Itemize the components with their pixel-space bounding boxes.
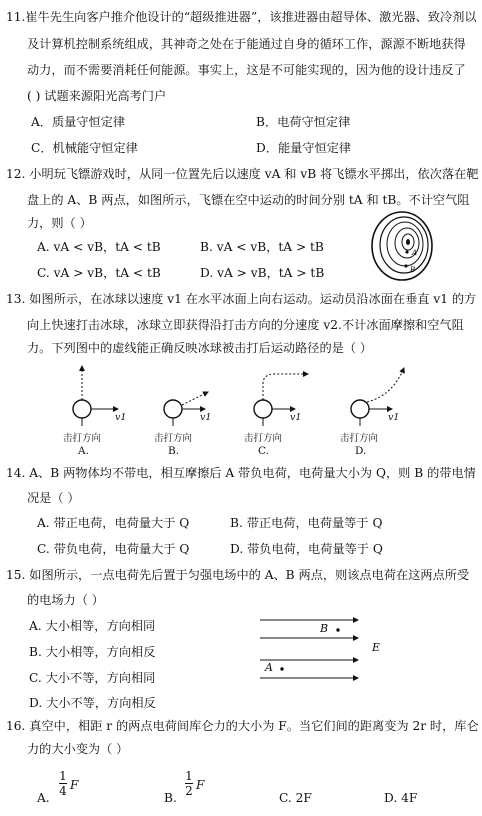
fig-b-v1-label: v1 xyxy=(200,412,212,423)
q11-option-b: B．电荷守恒定律 xyxy=(256,115,351,129)
fig-a-caption: A. xyxy=(78,445,89,457)
q15-stem-line2: 的电场力（ ） xyxy=(27,593,104,607)
dart-label-a: A xyxy=(412,249,418,257)
q12-stem-line1: 12. 小明玩飞镖游戏时，从同一位置先后以速度 vA 和 vB 将飞镖水平掷出，依次落在靶 xyxy=(6,167,479,181)
fig-c-caption: C. xyxy=(258,445,269,457)
q16-option-b-denominator: 2 xyxy=(185,784,193,798)
q15-option-b: B. 大小相等，方向相反 xyxy=(29,645,156,659)
q13-stem-line3: 力。下列图中的虚线能正确反映冰球被击打后运动路径的是（ ） xyxy=(27,341,373,355)
field-point-a-label: A xyxy=(265,661,273,674)
fig-b-caption: B. xyxy=(168,445,180,457)
fig-d-hit-label: 击打方向 xyxy=(340,433,379,444)
fig-c-hit-label: 击打方向 xyxy=(244,433,283,444)
q12-option-c: C. vA > vB，tA < tB xyxy=(37,266,161,280)
q13-stem-line2: 向上快速打击冰球，冰球立即获得沿打击方向的分速度 v2.不计冰面摩擦和空气阻 xyxy=(27,318,464,332)
fig-a-v1-label: v1 xyxy=(115,412,127,423)
q14-stem-line1: 14. A、B 两物体均不带电，相互摩擦后 A 带负电荷，电荷量大小为 Q，则 B 的带电情 xyxy=(6,466,476,480)
q15-option-d: D. 大小不等，方向相反 xyxy=(29,696,156,710)
q16-option-b-fraction xyxy=(185,770,193,797)
q14-option-c: C. 带负电荷，电荷量大于 Q xyxy=(37,542,190,556)
fig-c-v1-label: v1 xyxy=(290,412,302,423)
q12-option-d: D. vA > vB，tA > tB xyxy=(200,266,325,280)
q16-option-a-label: A. xyxy=(37,791,50,805)
q15-stem-line1: 15. 如图所示，一点电荷先后置于匀强电场中的 A、B 两点，则该点电荷在这两点所受 xyxy=(6,568,470,582)
q11-stem-line4: ( ) 试题来源阳光高考门户 xyxy=(27,89,167,103)
q14-stem-line2: 况是（ ） xyxy=(27,491,80,505)
q16-option-a-denominator: 4 xyxy=(59,784,67,798)
q11-stem-line1: 11.崔牛先生向客户推介他设计的“超级推进器”，该推进器由超导体、激光器、致冷剂以 xyxy=(6,10,477,24)
q14-option-a: A. 带正电荷，电荷量大于 Q xyxy=(37,516,190,530)
q12-stem-line2: 盘上的 A、B 两点，如图所示，飞镖在空中运动的时间分别 tA 和 tB。不计空气阻 xyxy=(27,193,470,207)
q16-option-a-fraction xyxy=(59,770,67,797)
q16-option-d: D. 4F xyxy=(384,791,418,805)
dartboard-figure xyxy=(370,210,440,280)
q16-option-a-f: F xyxy=(70,778,79,792)
q11-option-c: C．机械能守恒定律 xyxy=(31,141,138,155)
fig-d-caption: D. xyxy=(355,445,367,457)
fig-d-v1-label: v1 xyxy=(388,412,400,423)
q16-option-b-numerator: 1 xyxy=(185,769,193,783)
q13-stem-line1: 13. 如图所示，在冰球以速度 v1 在水平冰面上向右运动。运动员沿冰面在垂直 v1 的方 xyxy=(6,292,477,306)
q15-option-c: C. 大小不等，方向相同 xyxy=(29,671,156,685)
q15-option-a: A. 大小相等，方向相同 xyxy=(29,619,156,633)
q11-option-d: D．能量守恒定律 xyxy=(256,141,352,155)
q12-stem-line3: 力，则（ ） xyxy=(27,216,92,230)
q16-stem-line2: 力的大小变为（ ） xyxy=(27,742,129,756)
q12-option-b: B. vA < vB，tA > tB xyxy=(200,240,324,254)
field-e-label: E xyxy=(372,641,381,654)
q16-stem-line1: 16. 真空中，相距 r 的两点电荷间库仑力的大小为 F。当它们间的距离变为 2r 时，库仑 xyxy=(6,719,479,733)
q16-option-b-f: F xyxy=(196,778,205,792)
q11-option-a: A．质量守恒定律 xyxy=(31,115,126,129)
q16-option-c: C. 2F xyxy=(279,791,312,805)
q16-option-a-numerator: 1 xyxy=(59,769,67,783)
q16-option-b-label: B. xyxy=(164,791,177,805)
q11-stem-line2: 及计算机控制系统组成，其神奇之处在于能通过自身的循环工作，源源不断地获得 xyxy=(27,37,466,51)
field-point-b-label: B xyxy=(320,622,329,635)
q14-option-d: D. 带负电荷，电荷量等于 Q xyxy=(230,542,383,556)
figure-a xyxy=(73,366,118,426)
fig-a-hit-label: 击打方向 xyxy=(63,433,102,444)
dart-label-b: B xyxy=(410,266,416,274)
q12-option-a: A. vA < vB，tA < tB xyxy=(37,240,161,254)
fig-b-hit-label: 击打方向 xyxy=(154,433,193,444)
q14-option-b: B. 带正电荷，电荷量等于 Q xyxy=(230,516,383,530)
q11-stem-line3: 动力，而不需要消耗任何能源。事实上，这是不可能实现的，因为他的设计违反了 xyxy=(27,63,466,77)
